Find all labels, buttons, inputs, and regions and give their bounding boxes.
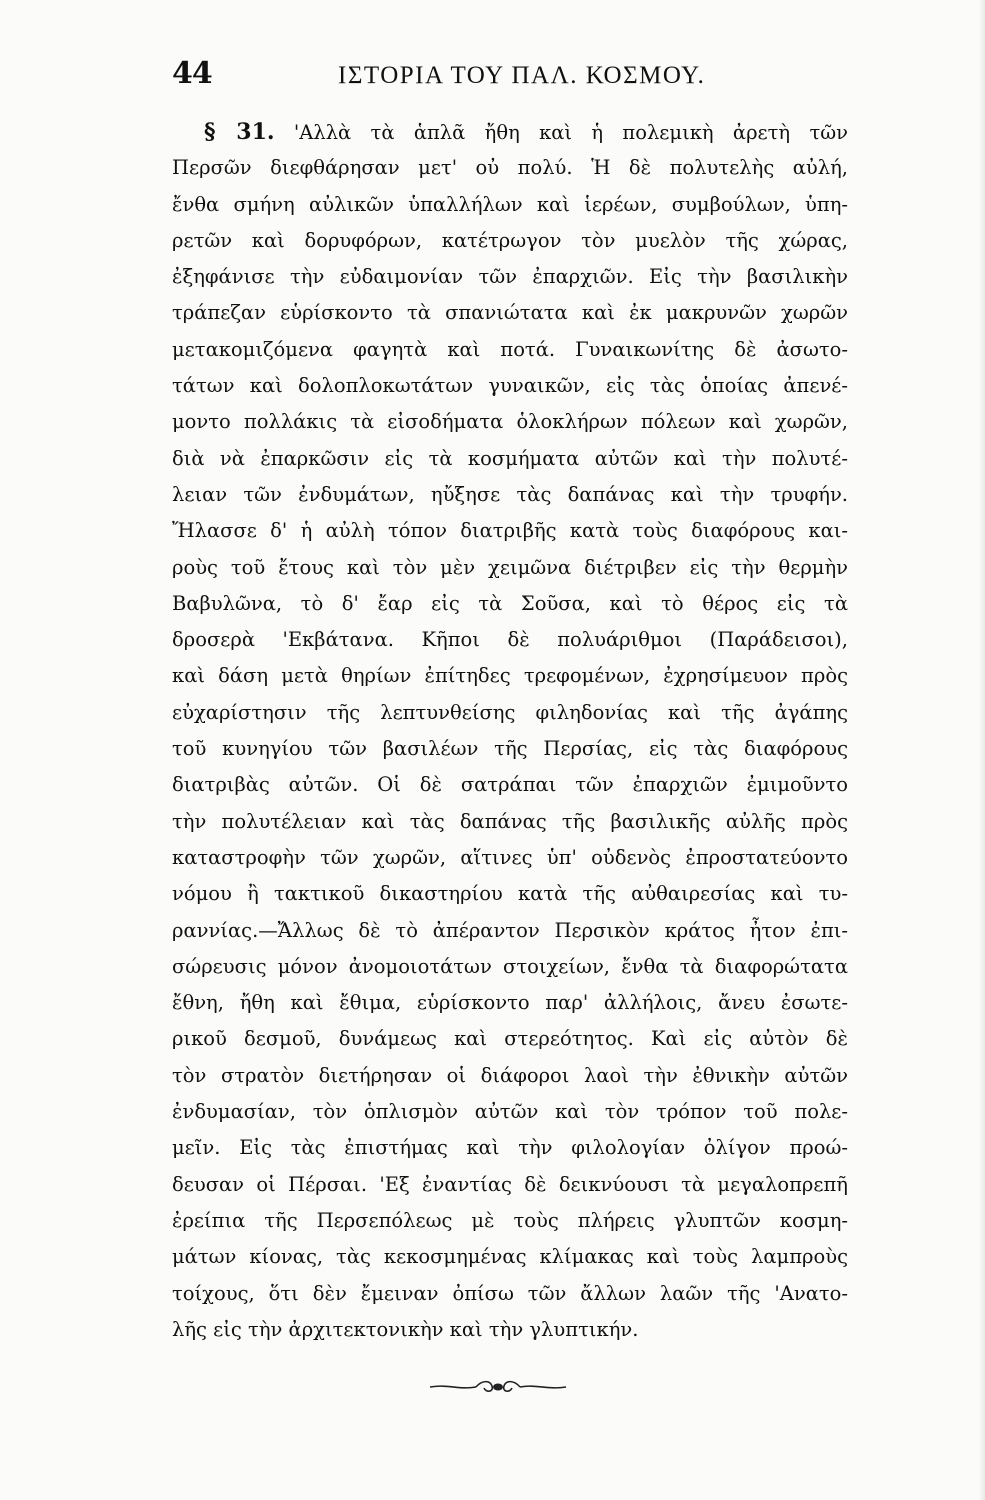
text-line: τράπεζαν εὑρίσκοντο τὰ σπανιώτατα καὶ ἐκ μακρυνῶν χωρῶν bbox=[172, 301, 848, 325]
page-number: 44 bbox=[172, 56, 212, 91]
text-line: δευσαν οἱ Πέρσαι. 'Εξ ἐναντίας δὲ δεικνύουσι τὰ μεγαλοπρεπῆ bbox=[172, 1172, 848, 1196]
text-line: τάτων καὶ δολοπλοκωτάτων γυναικῶν, εἰς τὰς ὁποίας ἀπενέ- bbox=[172, 374, 848, 398]
section-number: § 31. bbox=[204, 119, 275, 145]
text-line: νόμου ἢ τακτικοῦ δικαστηρίου κατὰ τῆς αὐθαιρεσίας καὶ τυ- bbox=[172, 882, 848, 906]
text-line: εὐχαρίστησιν τῆς λεπτυνθείσης φιληδονίας καὶ τῆς ἀγάπης bbox=[172, 700, 848, 724]
text-line: ἐρείπια τῆς Περσεπόλεως μὲ τοὺς πλήρεις γλυπτῶν κοσμη- bbox=[172, 1208, 848, 1232]
text-line: ρετῶν καὶ δορυφόρων, κατέτρωγον τὸν μυελὸν τῆς χώρας, bbox=[172, 228, 848, 252]
text-line: μοντο πολλάκις τὰ εἰσοδήματα ὁλοκλήρων πόλεων καὶ χωρῶν, bbox=[172, 410, 848, 434]
page-header bbox=[172, 56, 842, 96]
text-line: μετακομιζόμενα φαγητὰ καὶ ποτά. Γυναικωνίτης δὲ ἀσωτο- bbox=[172, 337, 848, 361]
text-line: τὴν πολυτέλειαν καὶ τὰς δαπάνας τῆς βασιλικῆς αὐλῆς πρὸς bbox=[172, 809, 848, 833]
running-head: ΙΣΤΟΡΙΑ ΤΟΥ ΠΑΛ. ΚΟΣΜΟΥ. bbox=[338, 62, 706, 89]
text-line: Ἤλασσε δ' ἡ αὐλὴ τόπον διατριβῆς κατὰ τοὺς διαφόρους και- bbox=[172, 519, 848, 543]
text-line: καταστροφὴν τῶν χωρῶν, αἵτινες ὑπ' οὐδενὸς ἐπροστατεύοντο bbox=[172, 845, 848, 869]
text-line: δροσερὰ 'Εκβάτανα. Κῆποι δὲ πολυάριθμοι (Παράδεισοι), bbox=[172, 628, 848, 652]
text-line: τὸν στρατὸν διετήρησαν οἱ διάφοροι λαοὶ τὴν ἐθνικὴν αὐτῶν bbox=[172, 1063, 848, 1087]
text-line: διατριβὰς αὐτῶν. Οἱ δὲ σατράπαι τῶν ἐπαρχιῶν ἐμιμοῦντο bbox=[172, 773, 848, 797]
text-line: λῆς εἰς τὴν ἀρχιτεκτονικὴν καὶ τὴν γλυπτικήν. bbox=[172, 1317, 639, 1341]
text-line: Περσῶν διεφθάρησαν μετ' οὐ πολύ. Ἡ δὲ πολυτελὴς αὐλή, bbox=[172, 156, 848, 180]
text-line: σώρευσις μόνον ἀνομοιοτάτων στοιχείων, ἔνθα τὰ διαφορώτατα bbox=[172, 954, 848, 978]
text-line: καὶ δάση μετὰ θηρίων ἐπίτηδες τρεφομένων, ἐχρησίμευον πρὸς bbox=[172, 664, 848, 688]
text-line: ραννίας.—Ἄλλως δὲ τὸ ἀπέραντον Περσικὸν κράτος ἦτον ἐπι- bbox=[172, 918, 848, 942]
text-line: τοίχους, ὅτι δὲν ἔμειναν ὀπίσω τῶν ἄλλων λαῶν τῆς 'Ανατο- bbox=[172, 1281, 848, 1305]
text-line: διὰ νὰ ἐπαρκῶσιν εἰς τὰ κοσμήματα αὐτῶν καὶ τὴν πολυτέ- bbox=[172, 446, 848, 470]
body-text bbox=[172, 114, 848, 1348]
text-line: τοῦ κυνηγίου τῶν βασιλέων τῆς Περσίας, εἰς τὰς διαφόρους bbox=[172, 737, 848, 761]
text-line bbox=[172, 114, 848, 150]
text-line: ρικοῦ δεσμοῦ, δυνάμεως καὶ στερεότητος. Καὶ εἰς αὐτὸν δὲ bbox=[172, 1027, 848, 1051]
text-line: ἔνθα σμήνη αὐλικῶν ὑπαλλήλων καὶ ἱερέων, συμβούλων, ὑπη- bbox=[172, 192, 848, 216]
page-edge-shadow bbox=[979, 0, 985, 1500]
line-text: 'Αλλὰ τὰ ἁπλᾶ ἤθη καὶ ἡ πολεμικὴ ἀρετὴ τῶν bbox=[293, 121, 848, 144]
text-line: Βαβυλῶνα, τὸ δ' ἔαρ εἰς τὰ Σοῦσα, καὶ τὸ θέρος εἰς τὰ bbox=[172, 591, 848, 615]
text-line: ἔθνη, ἤθη καὶ ἔθιμα, εὑρίσκοντο παρ' ἀλλήλοις, ἄνευ ἐσωτε- bbox=[172, 991, 848, 1015]
text-line: μάτων κίονας, τὰς κεκοσμημένας κλίμακας καὶ τοὺς λαμπροὺς bbox=[172, 1245, 848, 1269]
text-line: λειαν τῶν ἐνδυμάτων, ηὔξησε τὰς δαπάνας καὶ τὴν τρυφήν. bbox=[172, 482, 848, 506]
text-line: μεῖν. Εἰς τὰς ἐπιστήμας καὶ τὴν φιλολογίαν ὀλίγον προώ- bbox=[172, 1136, 848, 1160]
text-line: ροὺς τοῦ ἔτους καὶ τὸν μὲν χειμῶνα διέτριβεν εἰς τὴν θερμὴν bbox=[172, 555, 848, 579]
ornament-divider bbox=[428, 1376, 568, 1398]
text-line: ἐνδυμασίαν, τὸν ὁπλισμὸν αὐτῶν καὶ τὸν τρόπον τοῦ πολε- bbox=[172, 1100, 848, 1124]
text-line: ἐξηφάνισε τὴν εὐδαιμονίαν τῶν ἐπαρχιῶν. Εἰς τὴν βασιλικὴν bbox=[172, 265, 848, 289]
